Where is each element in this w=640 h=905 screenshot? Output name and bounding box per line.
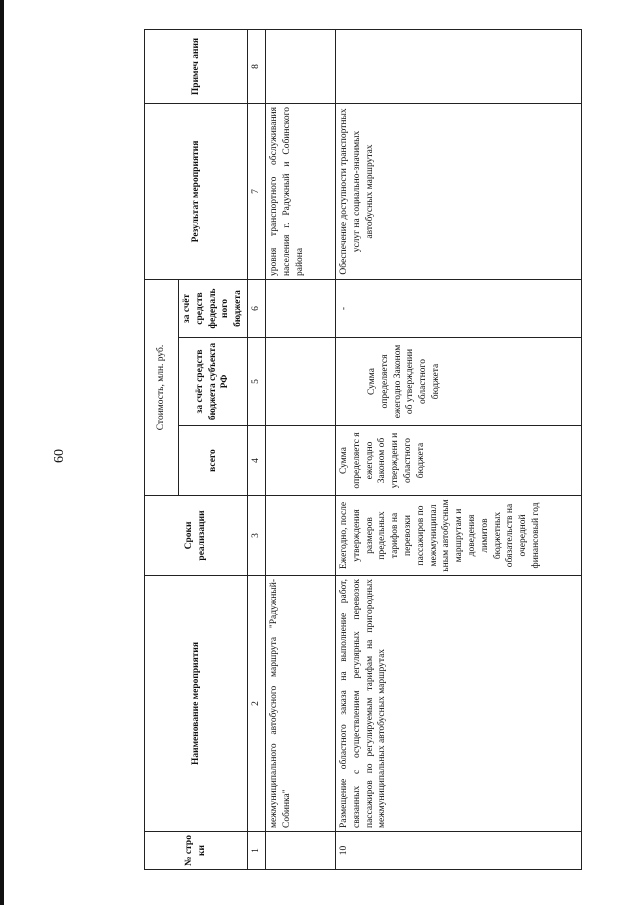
scan-edge [0,0,4,905]
row-federal: - [335,280,581,338]
header-row-no: № стро ки [145,832,248,870]
measures-table [144,29,582,870]
col-num: 3 [248,496,266,576]
rotated-table-wrapper [144,30,586,870]
col-num: 2 [248,576,266,832]
row-name: Размещение областного заказа на выполнение работ, связанных с осуществлением регулярных перевозок пассажиров по регулируемым тарифам на пригородных межмуниципальных автобусных маршрутах [335,576,581,832]
page-number: 60 [52,449,67,463]
col-num: 8 [248,30,266,104]
row-result: уровня транспортного обслуживания населения г. Радужный и Собинского района [265,104,335,280]
header-result: Результат мероприятия [145,104,248,280]
table-row [265,30,335,870]
row-notes [265,30,335,104]
row-period: Ежегодно, после утверждения размеров предельных тарифов на перевозки пассажиров по межмуниципал ьным автобусным маршрутам и доведения лимитов бюджетных обязательств на очередной финансовый год [335,496,581,576]
row-region [265,338,335,426]
row-period [265,496,335,576]
header-cost-group: Стоимость, млн. руб. [145,280,179,496]
col-num: 5 [248,338,266,426]
row-number: 10 [335,832,581,870]
row-number [265,832,335,870]
header-name: Наименование мероприятия [145,576,248,832]
row-region: Сумма определяется ежегодно Законом об утверждении областного бюджета [335,338,581,426]
table-row [335,30,581,870]
row-total [265,426,335,496]
header-cost-federal: за счёт средств федераль ного бюджета [179,280,248,338]
header-cost-total: всего [179,426,248,496]
header-period: Сроки реализации [145,496,248,576]
row-name: межмуниципального автобусного маршрута "Радужный-Собинка" [265,576,335,832]
column-number-row [248,30,266,870]
header-cost-region: за счёт средств бюджета субъекта РФ [179,338,248,426]
col-num: 6 [248,280,266,338]
header-row-1 [145,30,179,870]
col-num: 7 [248,104,266,280]
col-num: 1 [248,832,266,870]
row-federal [265,280,335,338]
col-num: 4 [248,426,266,496]
row-notes [335,30,581,104]
row-result: Обеспечение доступности транспортных услуг на социально-значимых автобусных маршрутах [335,104,581,280]
row-total: Сумма определяетс я ежегодно Законом об утверждени и областного бюджета [335,426,581,496]
header-notes: Примеч ания [145,30,248,104]
